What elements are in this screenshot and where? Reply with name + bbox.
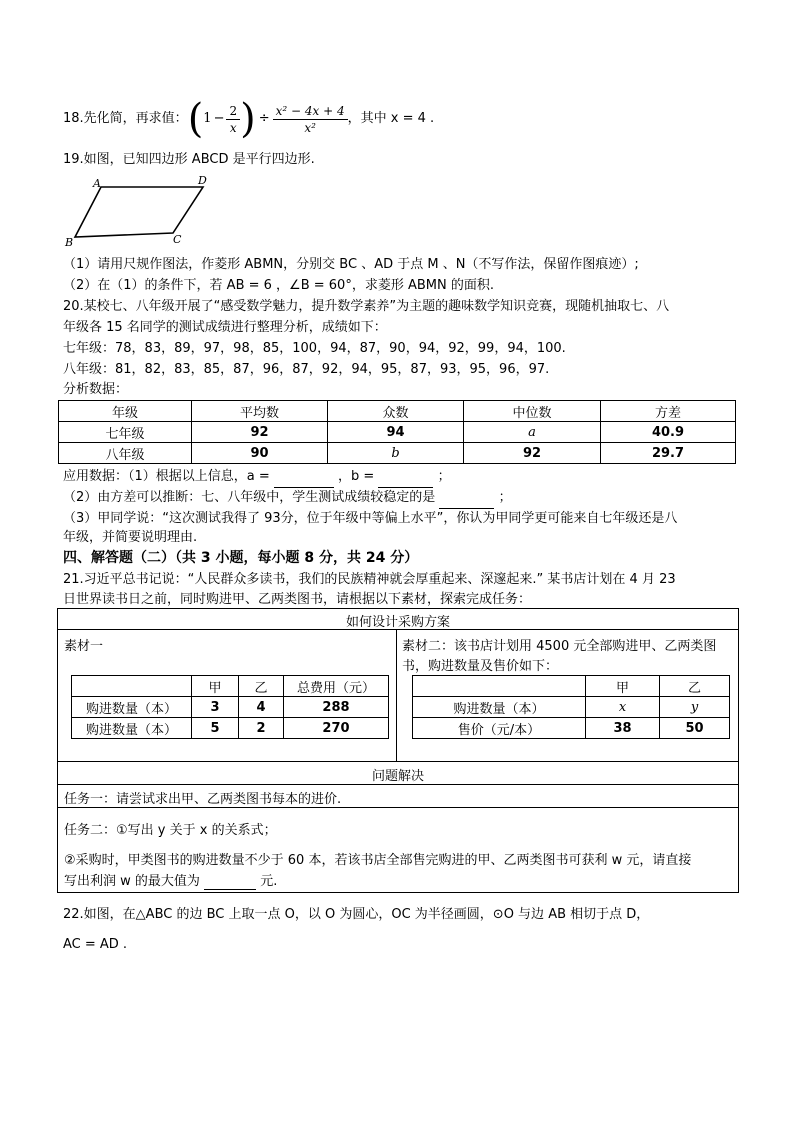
cell: 50: [660, 718, 730, 739]
cell: 甲: [192, 676, 239, 697]
task3b: 写出利润 w 的最大值为: [64, 874, 200, 889]
cell: 29.7: [601, 443, 736, 464]
cell: x: [586, 697, 660, 718]
cell: b: [328, 443, 464, 464]
q22-line1: 22.如图，在△ABC 的边 BC 上取一点 O，以 O 为圆心，OC 为半径画圆，⊙O 与边 AB 相切于点 D，: [63, 907, 650, 922]
blank-b[interactable]: [378, 467, 433, 488]
apply3a: （3）甲同学说：“这次测试我得了 93分，位于年级中等偏上水平”，你认为甲同学更可能来自七年级还是八: [63, 511, 678, 526]
cell: [72, 676, 192, 697]
apply1: [63, 467, 451, 488]
task2: 任务二：①写出 y 关于 x 的关系式；: [64, 823, 277, 838]
cell: 5: [192, 718, 239, 739]
table-row: [59, 443, 736, 464]
solve-title: 问题解决: [371, 769, 424, 784]
section-heading: 四、解答题（二）（共 3 小题，每小题 8 分，共 24 分）: [63, 550, 419, 566]
q19-title: 19.如图，已知四边形 ABCD 是平行四边形.: [63, 152, 315, 167]
apply1-text: 应用数据：（1）根据以上信息，a =: [63, 469, 270, 484]
q20-line2: 年级各 15 名同学的测试成绩进行整理分析，成绩如下：: [63, 320, 387, 335]
label-b: B: [65, 236, 74, 249]
cell: 3: [192, 697, 239, 718]
blank-stable-grade[interactable]: [439, 488, 494, 509]
cell: 甲: [586, 676, 660, 697]
fraction-2-over-x: [226, 103, 240, 136]
table-row: [59, 422, 736, 443]
cell: 40.9: [601, 422, 736, 443]
blank-max-profit[interactable]: [204, 874, 256, 890]
cell: 乙: [660, 676, 730, 697]
table-header-row: [413, 676, 730, 697]
task3b-row: [64, 870, 277, 890]
apply1-b: ，b =: [338, 469, 375, 484]
task1: 任务一：请尝试求出甲、乙两类图书每本的进价.: [64, 792, 342, 807]
purchase-plan-table: [57, 608, 739, 893]
grade8-scores: 八年级：81，82，83，85，87，96，87，92，94，95，87，93，95，96，97.: [63, 362, 550, 377]
apply2: [63, 488, 512, 509]
apply3b: 年级，并简要说明理由.: [63, 530, 198, 545]
cell: 90: [192, 443, 328, 464]
label-d: D: [198, 175, 207, 187]
cell: 七年级: [59, 422, 192, 443]
table-row: [72, 697, 389, 718]
frac1-numerator: 2: [226, 103, 240, 120]
cell: 288: [284, 697, 389, 718]
cell: 总费用（元）: [284, 676, 389, 697]
plan-title: 如何设计采购方案: [345, 615, 450, 630]
apply2-text: （2）由方差可以推断：七、八年级中，学生测试成绩较稳定的是: [63, 490, 436, 505]
q18-one: 1: [203, 111, 212, 126]
fraction-poly-over-x2: [273, 103, 348, 136]
label-c: C: [173, 233, 182, 246]
q18-minus: −: [213, 111, 225, 126]
right-paren: ): [240, 96, 256, 142]
material2-line1: 素材二：该书店计划用 4500 元全部购进甲、乙两类图: [402, 639, 717, 654]
material1-title: 素材一: [64, 639, 104, 654]
table-header-row: [59, 401, 736, 422]
table-row: [413, 718, 730, 739]
header-grade: 年级: [59, 401, 192, 422]
cell: y: [660, 697, 730, 718]
material2-table: [412, 675, 730, 739]
label-a: A: [93, 177, 101, 190]
grade7-scores: 七年级：78，83，89，97，98，85，100，94，87，90，94，92，99，94，100.: [63, 341, 566, 356]
header-mode: 众数: [328, 401, 464, 422]
q19-part2: （2）在（1）的条件下，若 AB = 6 ，∠B = 60°，求菱形 ABMN 的面积.: [63, 278, 494, 293]
q18-suffix: ，其中 x = 4 .: [347, 111, 435, 126]
q19-part1: （1）请用尺规作图法，作菱形 ABMN，分别交 BC 、AD 于点 M 、N（不写作法，保留作图痕迹）;: [63, 257, 639, 272]
frac2-denominator: x²: [304, 120, 316, 135]
task3c: 元.: [260, 874, 278, 889]
apply2-end: ；: [498, 490, 512, 505]
frac1-denominator: x: [229, 120, 237, 135]
stats-table: [58, 400, 736, 464]
material1-table: [71, 675, 389, 739]
cell: 购进数量（本）: [72, 718, 192, 739]
cell: 购进数量（本）: [413, 697, 586, 718]
frac2-numerator: x² − 4x + 4: [273, 103, 348, 120]
cell: 购进数量（本）: [72, 697, 192, 718]
table-row: [413, 697, 730, 718]
q22-line2: AC = AD .: [63, 937, 128, 952]
left-paren: (: [187, 96, 204, 142]
q21-line2: 日世界读书日之前，同时购进甲、乙两类图书，请根据以下素材，探索完成任务：: [63, 592, 532, 607]
q18-prefix: 18.先化简，再求值：: [63, 111, 188, 126]
cell: 92: [192, 422, 328, 443]
table-row: [72, 718, 389, 739]
apply1-end: ；: [437, 469, 451, 484]
parallelogram-shape: [75, 187, 203, 237]
q18-div: ÷: [258, 111, 270, 126]
blank-a[interactable]: [274, 467, 334, 488]
task3a: ②采购时，甲类图书的购进数量不少于 60 本，若该书店全部售完购进的甲、乙两类图书可获利 w 元，请直接: [64, 853, 692, 868]
header-median: 中位数: [464, 401, 601, 422]
cell: 94: [328, 422, 464, 443]
q20-line1: 20.某校七、八年级开展了“感受数学魅力，提升数学素养”为主题的趣味数学知识竞赛，现随机抽取七、八: [63, 299, 670, 314]
q18: [63, 96, 435, 142]
cell: 92: [464, 443, 601, 464]
analysis-label: 分析数据：: [63, 382, 129, 397]
table-header-row: [72, 676, 389, 697]
cell: 4: [239, 697, 284, 718]
cell: 乙: [239, 676, 284, 697]
cell: a: [464, 422, 601, 443]
material2-line2: 书，购进数量及售价如下：: [402, 659, 559, 674]
q21-line1: 21.习近平总书记说：“人民群众多读书，我们的民族精神就会厚重起来、深邃起来.” 某书店计划在 4 月 23: [63, 572, 676, 587]
header-variance: 方差: [601, 401, 736, 422]
header-mean: 平均数: [192, 401, 328, 422]
cell: 270: [284, 718, 389, 739]
cell: 2: [239, 718, 284, 739]
cell: 38: [586, 718, 660, 739]
parallelogram-abcd-figure: [63, 175, 213, 250]
cell: 八年级: [59, 443, 192, 464]
cell: [413, 676, 586, 697]
cell: 售价（元/本）: [413, 718, 586, 739]
